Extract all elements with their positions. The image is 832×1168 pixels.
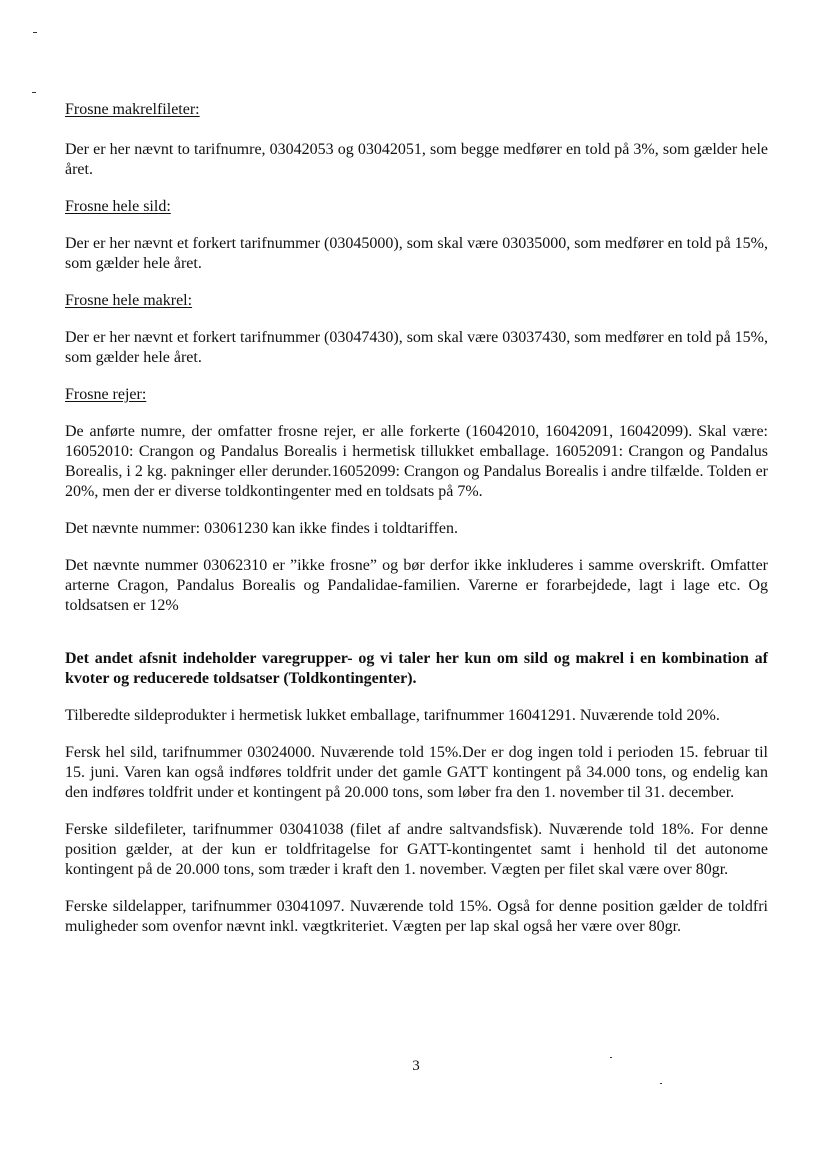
document-body	[65, 100, 768, 937]
page-number: 3	[412, 1058, 420, 1074]
section-heading-frozen-whole-herring: Frosne hele sild:	[65, 198, 171, 215]
paragraph-not-frozen: Det nævnte nummer 03062310 er ”ikke frosne” og bør derfor ikke inkluderes i samme overskrift. Omfatter arterne Cragon, Pandalus Borealis og Pandalidae-familien. Varerne er forarbejdede, lagt i lage etc. Og toldsatsen er 12%	[65, 557, 768, 614]
scan-mark	[33, 32, 37, 33]
section-heading-frozen-whole-mackerel: Frosne hele makrel:	[65, 292, 193, 309]
paragraph-frozen-whole-mackerel: Der er her nævnt et forkert tarifnummer (03047430), som skal være 03037430, som medfører en told på 15%, som gælder hele året.	[65, 329, 768, 366]
scan-mark	[660, 1083, 662, 1084]
paragraph-prepared-herring: Tilberedte sildeprodukter i hermetisk lukket emballage, tarifnummer 16041291. Nuværende told 20%.	[65, 707, 720, 724]
section-heading-frozen-shrimp: Frosne rejer:	[65, 386, 147, 403]
paragraph-frozen-mackerel-fillets: Der er her nævnt to tarifnumre, 03042053 og 03042051, som begge medfører en told på 3%, som gælder hele året.	[65, 141, 768, 178]
paragraph-fresh-herring-fillets: Ferske sildefileter, tarifnummer 03041038 (filet af andre saltvandsfisk). Nuværende told 18%. For denne position gælder, at der kun er toldfritagelse for GATT-kontingentet samt i henhold til det autonome kontingent på de 20.000 tons, som træder i kraft den 1. november. Vægten per filet skal være over 80gr.	[65, 821, 768, 878]
paragraph-frozen-shrimp: De anførte numre, der omfatter frosne rejer, er alle forkerte (16042010, 16042091, 16042099). Skal være: 16052010: Crangon og Pandalus Borealis i hermetisk tillukket emballage. 16052091: Crangon og Pandalus Borealis, i 2 kg. pakninger eller derunder.16052099: Crangon og Pandalus Borealis i andre tilfælde. Tolden er 20%, men der er diverse toldkontingenter med en toldsats på 7%.	[65, 423, 768, 500]
scan-mark	[32, 92, 36, 93]
paragraph-fresh-whole-herring: Fersk hel sild, tarifnummer 03024000. Nuværende told 15%.Der er dog ingen told i perioden 15. februar til 15. juni. Varen kan også indføres toldfrit under det gamle GATT kontingent på 34.000 tons, og endelig kan den indføres toldfrit under et kontingent på 20.000 tons, som løber fra den 1. november til 31. december.	[65, 744, 768, 801]
section-heading-frozen-mackerel-fillets: Frosne makrelfileter:	[65, 101, 200, 118]
section-heading-second-part: Det andet afsnit indeholder varegrupper- og vi taler her kun om sild og makrel i en kombination af kvoter og reducerede toldsatser (Toldkontingenter).	[65, 650, 768, 687]
paragraph-frozen-whole-herring: Der er her nævnt et forkert tarifnummer (03045000), som skal være 03035000, som medfører en told på 15%, som gælder hele året.	[65, 235, 768, 272]
scan-mark	[610, 1057, 612, 1058]
paragraph-fresh-herring-flaps: Ferske sildelapper, tarifnummer 03041097. Nuværende told 15%. Også for denne position gælder de toldfri muligheder som ovenfor nævnt inkl. vægtkriteriet. Vægten per lap skal også her være over 80gr.	[65, 898, 768, 935]
paragraph-number-not-found: Det nævnte nummer: 03061230 kan ikke findes i toldtariffen.	[65, 520, 458, 537]
